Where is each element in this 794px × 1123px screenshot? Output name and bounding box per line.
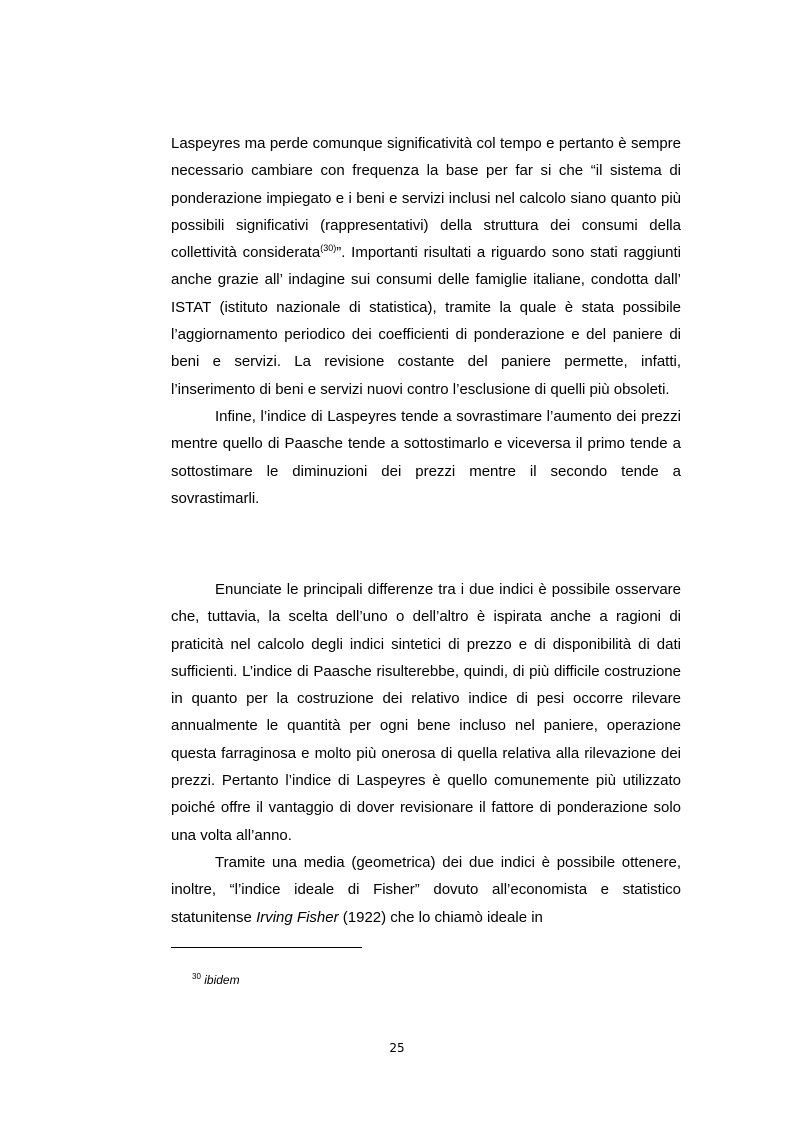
footnote [192,972,240,988]
paragraph-overestimation: Infine, l’indice di Laspeyres tende a sovrastimare l’aumento dei prezzi mentre quello di Paasche tende a sottostimarlo e viceversa il primo tende a sottostimare le diminuzioni dei prezzi mentre il secondo tende a sovrastimarli. [171,407,681,507]
paragraph-text: (1922) che lo chiamò ideale in [338,908,543,926]
paragraph-text: Tramite una media (geometrica) dei due indici è possibile ottenere, inoltre, “l’indice ideale di Fisher” dovuto all’economista e statistico statunitense [171,853,681,926]
footnote-text: ibidem [204,973,240,987]
page-number: 25 [389,1041,405,1055]
body-text-bottom [171,576,681,931]
paragraph-differences: Enunciate le principali differenze tra i due indici è possibile osservare che, tuttavia, la scelta dell’uno o dell’altro è ispirata anche a ragioni di praticità nel calcolo degli indici sintetici di prezzo e di disponibilità di dati sufficienti. L’indice di Paasche risulterebbe, quindi, di più difficile costruzione in quanto per la costruzione dei relativo indice di pesi occorre rilevare annualmente le quantità per ogni bene incluso nel paniere, operazione questa farraginosa e molto più onerosa di quella relativa alla rilevazione dei prezzi. Pertanto l’indice di Laspeyres è quello comunemente più utilizzato poiché offre il vantaggio di dover revisionare il fattore di ponderazione solo una volta all’anno. [171,581,681,844]
paragraph-text: Laspeyres ma perde comunque significatività col tempo e pertanto è sempre necessario cambiare con frequenza la base per far si che “il sistema di ponderazione impiegato e i beni e servizi inclusi nel calcolo siano quanto più possibili significativi (rappresentativi) della struttura dei consumi della collettività considerata [171,135,681,262]
body-text-top [171,130,681,512]
footnote-number: 30 [192,972,201,981]
paragraph-text: ”. Importanti risultati a riguardo sono stati raggiunti anche grazie all’ indagine sui consumi delle famiglie italiane, condotta dall’ ISTAT (istituto nazionale di statistica), tramite la quale è stata possibile l’aggiornamento periodico dei coefficienti di ponderazione e del paniere di beni e servizi. La revisione costante del paniere permette, infatti, l’inserimento di beni e servizi nuovi contro l’esclusione di quelli più obsoleti. [171,244,682,398]
person-name: Irving Fisher [256,908,339,926]
paragraph-laspeyres-weights [171,130,681,403]
footnote-separator [171,947,362,948]
footnote-reference: (30) [320,243,337,254]
paragraph-fisher [171,849,681,931]
